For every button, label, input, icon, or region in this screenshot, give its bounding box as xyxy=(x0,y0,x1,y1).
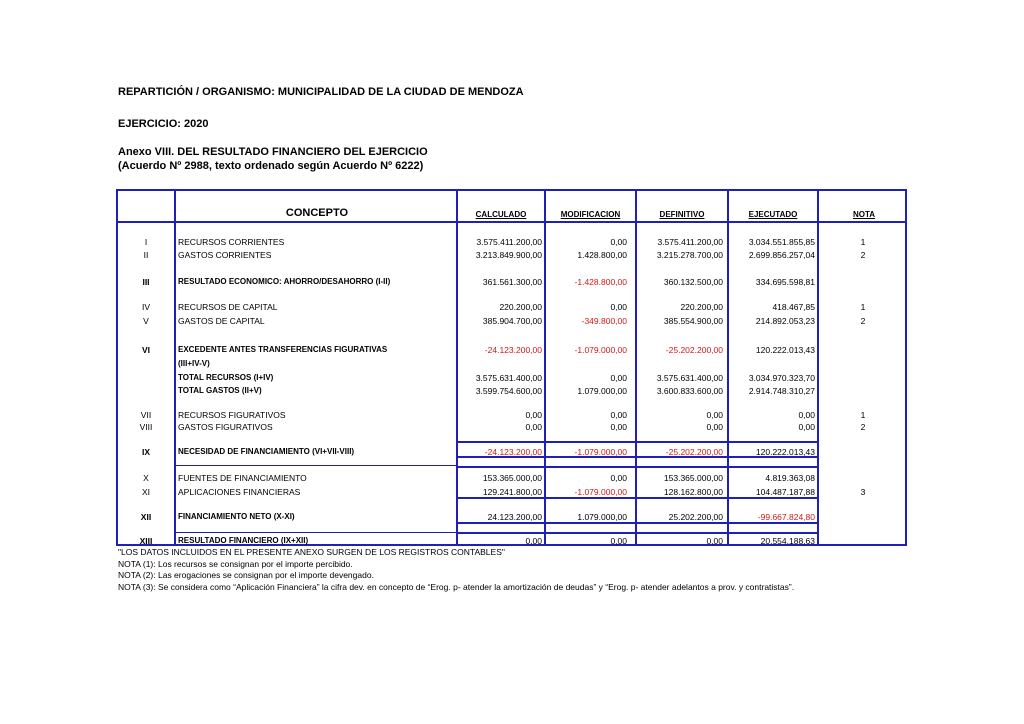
row-concept: (III+IV-V) xyxy=(178,359,210,368)
row-concept: FINANCIAMIENTO NETO (X-XI) xyxy=(178,512,295,521)
header-ejecutado: EJECUTADO xyxy=(748,210,798,219)
cell-ejecutado: 104.487.187,88 xyxy=(755,487,815,497)
cell-modificacion: 1.079.000,00 xyxy=(577,386,627,396)
cell-modificacion: 0,00 xyxy=(610,410,627,420)
cell-nota: 1 xyxy=(860,410,866,420)
row-divider xyxy=(456,532,819,534)
cell-calculado: 0,00 xyxy=(525,422,542,432)
row-concept: GASTOS CORRIENTES xyxy=(178,250,272,260)
note-source: "LOS DATOS INCLUIDOS EN EL PRESENTE ANEXO SURGEN DE LOS REGISTROS CONTABLES" xyxy=(118,547,505,557)
row-divider xyxy=(174,465,456,466)
row-number: II xyxy=(143,250,149,260)
cell-modificacion: 0,00 xyxy=(610,237,627,247)
cell-calculado: -24.123.200,00 xyxy=(484,447,542,457)
note-3: NOTA (3): Se considera como “Aplicación Financiera” la cifra dev. en concepto de “Erog. p- atender la amortización de deudas” y “Erog. p- atender adelantos a prov. y contratistas”. xyxy=(118,581,795,592)
row-number: V xyxy=(143,316,149,326)
anexo-title: Anexo VIII. DEL RESULTADO FINANCIERO DEL EJERCICIO xyxy=(118,146,428,158)
cell-calculado: 3.575.631.400,00 xyxy=(475,373,542,383)
row-divider xyxy=(456,522,819,524)
cell-definitivo: 153.365.000,00 xyxy=(663,473,723,483)
cell-modificacion: 0,00 xyxy=(610,536,627,546)
cell-definitivo: 25.202.200,00 xyxy=(668,512,723,522)
cell-ejecutado: 214.892.053,23 xyxy=(755,316,815,326)
cell-definitivo: 3.575.631.400,00 xyxy=(656,373,723,383)
row-divider xyxy=(174,532,456,533)
cell-modificacion: 0,00 xyxy=(610,422,627,432)
grid-line xyxy=(635,191,637,544)
header-calculado: CALCULADO xyxy=(475,210,527,219)
cell-definitivo: 128.162.800,00 xyxy=(663,487,723,497)
cell-modificacion: 0,00 xyxy=(610,473,627,483)
cell-calculado: 0,00 xyxy=(525,410,542,420)
cell-ejecutado: 2.699.856.257,04 xyxy=(748,250,815,260)
cell-nota: 1 xyxy=(860,302,866,312)
organismo-heading: REPARTICIÓN / ORGANISMO: MUNICIPALIDAD DE LA CIUDAD DE MENDOZA xyxy=(118,86,524,98)
cell-calculado: 0,00 xyxy=(525,536,542,546)
row-concept: EXCEDENTE ANTES TRANSFERENCIAS FIGURATIVAS xyxy=(178,345,388,354)
resultado-financiero-table xyxy=(116,189,907,546)
header-modificacion: MODIFICACION xyxy=(560,210,621,219)
cell-ejecutado: 120.222.013,43 xyxy=(755,345,815,355)
grid-line xyxy=(727,191,729,544)
header-definitivo: DEFINITIVO xyxy=(659,210,705,219)
row-number: VI xyxy=(141,345,151,355)
row-number: XI xyxy=(141,487,151,497)
cell-modificacion: -1.428.800,00 xyxy=(574,277,627,287)
cell-ejecutado: 418.467,85 xyxy=(772,302,815,312)
cell-ejecutado: 20.554.188,63 xyxy=(760,536,815,546)
cell-definitivo: 0,00 xyxy=(706,536,723,546)
cell-nota: 2 xyxy=(860,316,866,326)
row-concept: NECESIDAD DE FINANCIAMIENTO (VI+VII-VIII) xyxy=(178,447,355,456)
cell-ejecutado: 4.819.363,08 xyxy=(765,473,815,483)
row-divider xyxy=(456,466,819,468)
cell-modificacion: 0,00 xyxy=(610,302,627,312)
cell-calculado: 3.575.411.200,00 xyxy=(476,237,542,247)
cell-modificacion: 1.428.800,00 xyxy=(577,250,627,260)
cell-definitivo: 385.554.900,00 xyxy=(663,316,723,326)
cell-calculado: 24.123.200,00 xyxy=(487,512,542,522)
row-concept: TOTAL GASTOS (II+V) xyxy=(178,386,262,395)
cell-calculado: -24.123.200,00 xyxy=(484,345,542,355)
cell-modificacion: 1.079.000,00 xyxy=(577,512,627,522)
cell-nota: 3 xyxy=(860,487,866,497)
header-concepto: CONCEPTO xyxy=(285,207,349,219)
row-concept: RECURSOS FIGURATIVOS xyxy=(178,410,286,420)
row-concept: RESULTADO ECONOMICO: AHORRO/DESAHORRO (I-II) xyxy=(178,277,391,286)
row-concept: GASTOS DE CAPITAL xyxy=(178,316,265,326)
row-number: IV xyxy=(141,302,151,312)
note-1: NOTA (1): Los recursos se consignan por el importe percibido. xyxy=(118,558,353,569)
cell-modificacion: -1.079.000,00 xyxy=(574,345,627,355)
cell-ejecutado: 3.034.551.855,85 xyxy=(748,237,815,247)
notes-block xyxy=(118,547,794,593)
row-divider xyxy=(456,441,819,443)
cell-calculado: 129.241.800,00 xyxy=(482,487,542,497)
row-number: VIII xyxy=(139,422,153,432)
cell-nota: 1 xyxy=(860,237,866,247)
cell-ejecutado: -99.667.824,80 xyxy=(757,512,815,522)
row-number: XII xyxy=(140,512,152,522)
cell-definitivo: -25.202.200,00 xyxy=(665,447,723,457)
row-concept: APLICACIONES FINANCIERAS xyxy=(178,487,301,497)
row-number: X xyxy=(143,473,149,483)
cell-modificacion: -1.079.000,00 xyxy=(574,487,627,497)
cell-ejecutado: 334.695.598,81 xyxy=(755,277,815,287)
row-concept: RECURSOS CORRIENTES xyxy=(178,237,285,247)
cell-calculado: 361.561.300,00 xyxy=(482,277,542,287)
cell-definitivo: 220.200,00 xyxy=(680,302,723,312)
cell-definitivo: 3.600.833.600,00 xyxy=(656,386,723,396)
cell-ejecutado: 0,00 xyxy=(798,422,815,432)
cell-calculado: 385.904.700,00 xyxy=(482,316,542,326)
cell-definitivo: 0,00 xyxy=(706,410,723,420)
cell-ejecutado: 0,00 xyxy=(798,410,815,420)
cell-definitivo: 360.132.500,00 xyxy=(663,277,723,287)
cell-definitivo: 3.575.411.200,00 xyxy=(657,237,723,247)
cell-modificacion: -349.800,00 xyxy=(581,316,627,326)
cell-definitivo: -25.202.200,00 xyxy=(665,345,723,355)
cell-ejecutado: 3.034.970.323,70 xyxy=(748,373,815,383)
cell-ejecutado: 120.222.013,43 xyxy=(755,447,815,457)
header-nota: NOTA xyxy=(852,210,876,219)
row-number: VII xyxy=(140,410,152,420)
row-number: IX xyxy=(141,447,151,457)
cell-definitivo: 0,00 xyxy=(706,422,723,432)
cell-nota: 2 xyxy=(860,422,866,432)
header-divider xyxy=(118,221,905,223)
cell-definitivo: 3.215.278.700,00 xyxy=(656,250,723,260)
ejercicio-heading: EJERCICIO: 2020 xyxy=(118,118,209,130)
row-concept: FUENTES DE FINANCIAMIENTO xyxy=(178,473,307,483)
cell-modificacion: -1.079.000,00 xyxy=(574,447,627,457)
cell-modificacion: 0,00 xyxy=(610,373,627,383)
row-concept: GASTOS FIGURATIVOS xyxy=(178,422,273,432)
cell-calculado: 3.213.849.900,00 xyxy=(475,250,542,260)
grid-line xyxy=(174,191,176,544)
cell-calculado: 3.599.754.600,00 xyxy=(475,386,542,396)
cell-calculado: 153.365.000,00 xyxy=(482,473,542,483)
cell-calculado: 220.200,00 xyxy=(499,302,542,312)
row-concept: RESULTADO FINANCIERO (IX+XII) xyxy=(178,536,309,545)
row-number: I xyxy=(144,237,148,247)
row-number: III xyxy=(142,277,150,287)
row-concept: RECURSOS DE CAPITAL xyxy=(178,302,278,312)
row-number: XIII xyxy=(139,536,153,546)
cell-ejecutado: 2.914.748.310,27 xyxy=(748,386,815,396)
cell-nota: 2 xyxy=(860,250,866,260)
row-concept: TOTAL RECURSOS (I+IV) xyxy=(178,373,274,382)
acuerdo-subtitle: (Acuerdo Nº 2988, texto ordenado según Acuerdo Nº 6222) xyxy=(118,160,424,172)
note-2: NOTA (2): Las erogaciones se consignan por el importe devengado. xyxy=(118,570,374,580)
row-divider xyxy=(456,497,819,499)
